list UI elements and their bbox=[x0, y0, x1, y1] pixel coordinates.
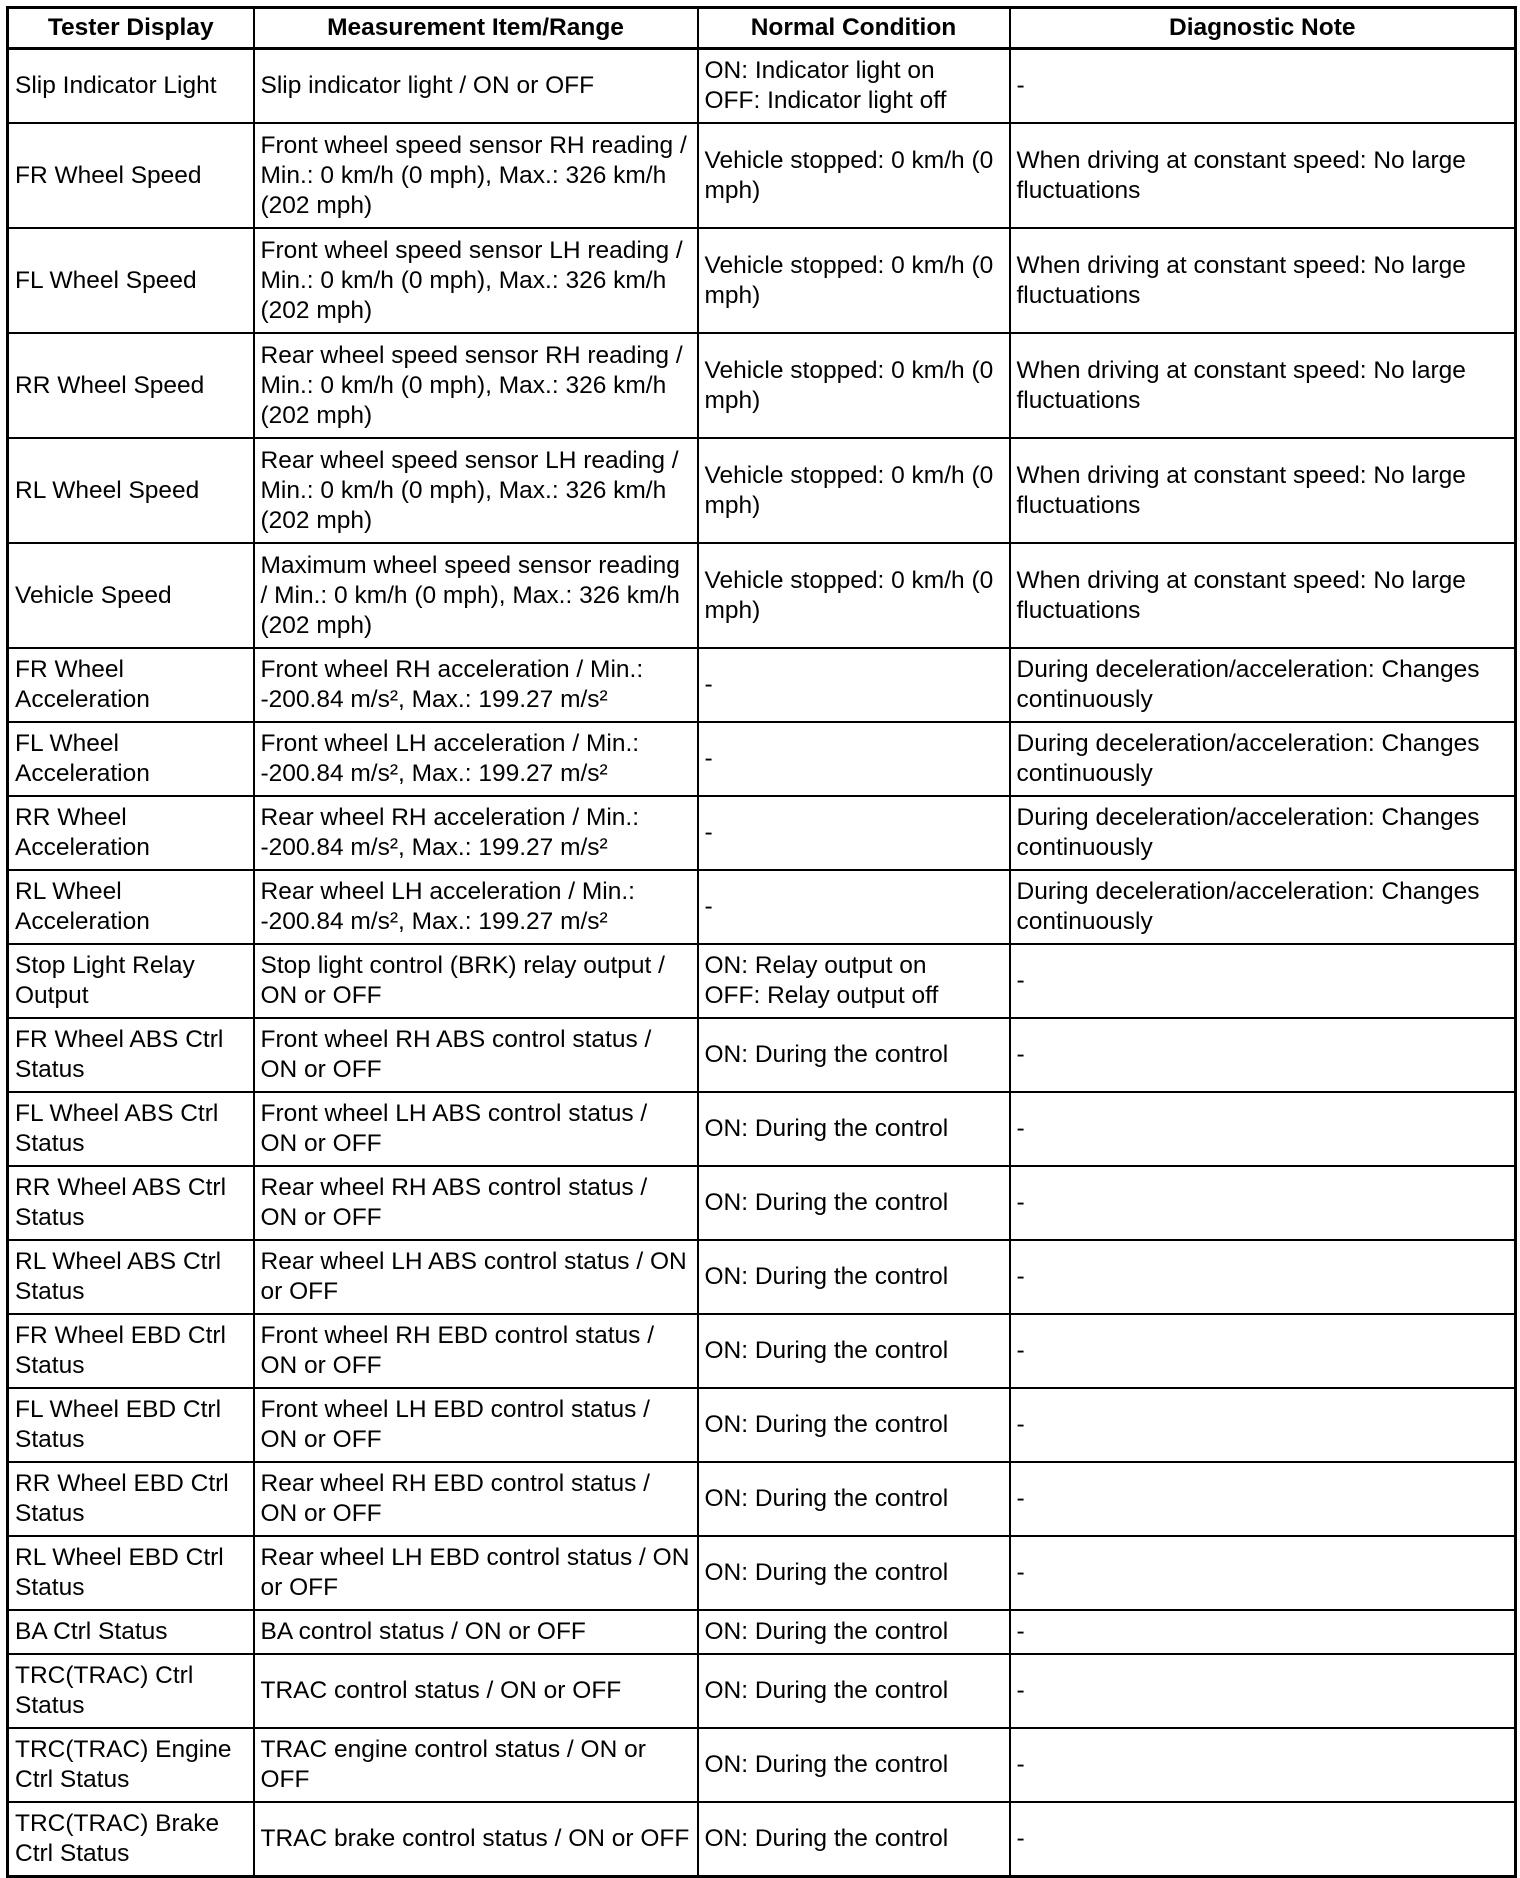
normal-condition-line: Vehicle stopped: 0 km/h (0 mph) bbox=[704, 461, 994, 519]
table-row bbox=[8, 1802, 1516, 1877]
normal-condition-line: Vehicle stopped: 0 km/h (0 mph) bbox=[704, 356, 994, 414]
cell-diagnostic-note: - bbox=[1010, 1240, 1516, 1314]
cell-normal-condition bbox=[698, 543, 1010, 648]
table-row bbox=[8, 944, 1516, 1018]
table-row bbox=[8, 722, 1516, 796]
cell-measurement-item: Stop light control (BRK) relay output / ON or OFF bbox=[254, 944, 698, 1018]
normal-condition-line: ON: During the control bbox=[704, 1263, 949, 1290]
normal-condition-line: Vehicle stopped: 0 km/h (0 mph) bbox=[704, 566, 994, 624]
cell-tester-display: RR Wheel EBD Ctrl Status bbox=[8, 1462, 254, 1536]
normal-condition-line: - bbox=[704, 819, 713, 846]
cell-diagnostic-note: - bbox=[1010, 1462, 1516, 1536]
cell-measurement-item: Rear wheel speed sensor LH reading / Min.: 0 km/h (0 mph), Max.: 326 km/h (202 mph) bbox=[254, 438, 698, 543]
cell-diagnostic-note: - bbox=[1010, 1314, 1516, 1388]
cell-measurement-item: Rear wheel speed sensor RH reading / Min.: 0 km/h (0 mph), Max.: 326 km/h (202 mph) bbox=[254, 333, 698, 438]
cell-tester-display: FR Wheel Acceleration bbox=[8, 648, 254, 722]
cell-measurement-item: Maximum wheel speed sensor reading / Min.: 0 km/h (0 mph), Max.: 326 km/h (202 mph) bbox=[254, 543, 698, 648]
normal-condition-line: ON: During the control bbox=[704, 1751, 949, 1778]
cell-diagnostic-note: - bbox=[1010, 1728, 1516, 1802]
cell-tester-display: FL Wheel ABS Ctrl Status bbox=[8, 1092, 254, 1166]
cell-diagnostic-note: During deceleration/acceleration: Changes continuously bbox=[1010, 870, 1516, 944]
cell-diagnostic-note: - bbox=[1010, 1610, 1516, 1654]
table-row bbox=[8, 543, 1516, 648]
normal-condition-line: ON: During the control bbox=[704, 1559, 949, 1586]
cell-normal-condition bbox=[698, 1166, 1010, 1240]
cell-measurement-item: Front wheel LH ABS control status / ON or OFF bbox=[254, 1092, 698, 1166]
table-row bbox=[8, 796, 1516, 870]
normal-condition-line: ON: Indicator light on bbox=[704, 57, 935, 84]
normal-condition-line: ON: During the control bbox=[704, 1411, 949, 1438]
normal-condition-line: ON: During the control bbox=[704, 1041, 949, 1068]
table-row bbox=[8, 1462, 1516, 1536]
normal-condition-line: Vehicle stopped: 0 km/h (0 mph) bbox=[704, 251, 994, 309]
normal-condition-line: ON: During the control bbox=[704, 1189, 949, 1216]
cell-measurement-item: Front wheel LH acceleration / Min.: -200.84 m/s², Max.: 199.27 m/s² bbox=[254, 722, 698, 796]
table-row bbox=[8, 1240, 1516, 1314]
cell-measurement-item: Front wheel RH acceleration / Min.: -200.84 m/s², Max.: 199.27 m/s² bbox=[254, 648, 698, 722]
cell-normal-condition bbox=[698, 438, 1010, 543]
cell-tester-display: RL Wheel ABS Ctrl Status bbox=[8, 1240, 254, 1314]
normal-condition-line: OFF: Relay output off bbox=[704, 982, 939, 1009]
cell-diagnostic-note: - bbox=[1010, 944, 1516, 1018]
cell-normal-condition bbox=[698, 49, 1010, 124]
cell-diagnostic-note: During deceleration/acceleration: Changes continuously bbox=[1010, 796, 1516, 870]
normal-condition-line: ON: Relay output on bbox=[704, 952, 927, 979]
normal-condition-line: OFF: Indicator light off bbox=[704, 87, 947, 114]
cell-tester-display: FR Wheel EBD Ctrl Status bbox=[8, 1314, 254, 1388]
tester-data-table bbox=[6, 6, 1517, 1878]
cell-diagnostic-note: During deceleration/acceleration: Changes continuously bbox=[1010, 648, 1516, 722]
cell-tester-display: FR Wheel Speed bbox=[8, 123, 254, 228]
cell-diagnostic-note: - bbox=[1010, 1654, 1516, 1728]
table-row bbox=[8, 1388, 1516, 1462]
cell-tester-display: RR Wheel Acceleration bbox=[8, 796, 254, 870]
normal-condition-line: ON: During the control bbox=[704, 1485, 949, 1512]
cell-tester-display: FR Wheel ABS Ctrl Status bbox=[8, 1018, 254, 1092]
cell-diagnostic-note: During deceleration/acceleration: Changes continuously bbox=[1010, 722, 1516, 796]
table-row bbox=[8, 1018, 1516, 1092]
cell-tester-display: TRC(TRAC) Brake Ctrl Status bbox=[8, 1802, 254, 1877]
cell-diagnostic-note: - bbox=[1010, 1166, 1516, 1240]
table-row bbox=[8, 333, 1516, 438]
table-row bbox=[8, 870, 1516, 944]
table-row bbox=[8, 1536, 1516, 1610]
cell-measurement-item: Rear wheel LH acceleration / Min.: -200.84 m/s², Max.: 199.27 m/s² bbox=[254, 870, 698, 944]
cell-tester-display: FL Wheel Speed bbox=[8, 228, 254, 333]
cell-diagnostic-note: - bbox=[1010, 1536, 1516, 1610]
header-tester-display: Tester Display bbox=[8, 8, 254, 49]
normal-condition-line: ON: During the control bbox=[704, 1337, 949, 1364]
cell-measurement-item: BA control status / ON or OFF bbox=[254, 1610, 698, 1654]
cell-measurement-item: Front wheel RH EBD control status / ON or OFF bbox=[254, 1314, 698, 1388]
cell-normal-condition bbox=[698, 1654, 1010, 1728]
cell-measurement-item: Front wheel speed sensor LH reading / Min.: 0 km/h (0 mph), Max.: 326 km/h (202 mph) bbox=[254, 228, 698, 333]
header-diagnostic-note: Diagnostic Note bbox=[1010, 8, 1516, 49]
cell-normal-condition bbox=[698, 796, 1010, 870]
cell-normal-condition bbox=[698, 333, 1010, 438]
cell-measurement-item: Rear wheel RH acceleration / Min.: -200.84 m/s², Max.: 199.27 m/s² bbox=[254, 796, 698, 870]
cell-measurement-item: Slip indicator light / ON or OFF bbox=[254, 49, 698, 124]
cell-tester-display: RR Wheel ABS Ctrl Status bbox=[8, 1166, 254, 1240]
cell-measurement-item: Front wheel speed sensor RH reading / Min.: 0 km/h (0 mph), Max.: 326 km/h (202 mph) bbox=[254, 123, 698, 228]
cell-measurement-item: TRAC brake control status / ON or OFF bbox=[254, 1802, 698, 1877]
cell-tester-display: RR Wheel Speed bbox=[8, 333, 254, 438]
cell-measurement-item: Rear wheel RH EBD control status / ON or OFF bbox=[254, 1462, 698, 1536]
normal-condition-line: ON: During the control bbox=[704, 1618, 949, 1645]
cell-tester-display: RL Wheel Acceleration bbox=[8, 870, 254, 944]
cell-measurement-item: TRAC engine control status / ON or OFF bbox=[254, 1728, 698, 1802]
cell-normal-condition bbox=[698, 1092, 1010, 1166]
cell-diagnostic-note: - bbox=[1010, 1388, 1516, 1462]
table-row bbox=[8, 49, 1516, 124]
cell-measurement-item: Rear wheel LH ABS control status / ON or OFF bbox=[254, 1240, 698, 1314]
table-row bbox=[8, 648, 1516, 722]
cell-measurement-item: Rear wheel RH ABS control status / ON or OFF bbox=[254, 1166, 698, 1240]
header-measurement-item: Measurement Item/Range bbox=[254, 8, 698, 49]
normal-condition-line: - bbox=[704, 893, 713, 920]
normal-condition-line: - bbox=[704, 671, 713, 698]
cell-normal-condition bbox=[698, 648, 1010, 722]
cell-measurement-item: Front wheel LH EBD control status / ON or OFF bbox=[254, 1388, 698, 1462]
table-row bbox=[8, 1728, 1516, 1802]
cell-tester-display: RL Wheel Speed bbox=[8, 438, 254, 543]
cell-normal-condition bbox=[698, 1728, 1010, 1802]
cell-measurement-item: TRAC control status / ON or OFF bbox=[254, 1654, 698, 1728]
table-row bbox=[8, 1314, 1516, 1388]
cell-tester-display: RL Wheel EBD Ctrl Status bbox=[8, 1536, 254, 1610]
table-body bbox=[8, 49, 1516, 1877]
normal-condition-line: Vehicle stopped: 0 km/h (0 mph) bbox=[704, 146, 994, 204]
cell-measurement-item: Front wheel RH ABS control status / ON or OFF bbox=[254, 1018, 698, 1092]
cell-normal-condition bbox=[698, 123, 1010, 228]
normal-condition-line: ON: During the control bbox=[704, 1115, 949, 1142]
cell-measurement-item: Rear wheel LH EBD control status / ON or OFF bbox=[254, 1536, 698, 1610]
cell-diagnostic-note: - bbox=[1010, 1018, 1516, 1092]
cell-tester-display: TRC(TRAC) Ctrl Status bbox=[8, 1654, 254, 1728]
cell-normal-condition bbox=[698, 1462, 1010, 1536]
cell-tester-display: Stop Light Relay Output bbox=[8, 944, 254, 1018]
cell-normal-condition bbox=[698, 228, 1010, 333]
cell-normal-condition bbox=[698, 1388, 1010, 1462]
cell-tester-display: FL Wheel Acceleration bbox=[8, 722, 254, 796]
table-row bbox=[8, 438, 1516, 543]
cell-normal-condition bbox=[698, 1018, 1010, 1092]
table-row bbox=[8, 123, 1516, 228]
table-row bbox=[8, 1092, 1516, 1166]
table-row bbox=[8, 1654, 1516, 1728]
cell-diagnostic-note: - bbox=[1010, 1092, 1516, 1166]
header-normal-condition: Normal Condition bbox=[698, 8, 1010, 49]
normal-condition-line: - bbox=[704, 745, 713, 772]
cell-normal-condition bbox=[698, 1314, 1010, 1388]
table-row bbox=[8, 1610, 1516, 1654]
cell-tester-display: BA Ctrl Status bbox=[8, 1610, 254, 1654]
cell-diagnostic-note: - bbox=[1010, 49, 1516, 124]
table-header-row bbox=[8, 8, 1516, 49]
cell-tester-display: Vehicle Speed bbox=[8, 543, 254, 648]
cell-tester-display: Slip Indicator Light bbox=[8, 49, 254, 124]
cell-tester-display: TRC(TRAC) Engine Ctrl Status bbox=[8, 1728, 254, 1802]
normal-condition-line: ON: During the control bbox=[704, 1677, 949, 1704]
cell-normal-condition bbox=[698, 1240, 1010, 1314]
cell-diagnostic-note: When driving at constant speed: No large fluctuations bbox=[1010, 333, 1516, 438]
cell-normal-condition bbox=[698, 944, 1010, 1018]
cell-diagnostic-note: When driving at constant speed: No large fluctuations bbox=[1010, 438, 1516, 543]
table-row bbox=[8, 1166, 1516, 1240]
cell-normal-condition bbox=[698, 1610, 1010, 1654]
table-row bbox=[8, 228, 1516, 333]
cell-normal-condition bbox=[698, 1802, 1010, 1877]
cell-diagnostic-note: When driving at constant speed: No large fluctuations bbox=[1010, 123, 1516, 228]
normal-condition-line: ON: During the control bbox=[704, 1825, 949, 1852]
cell-diagnostic-note: - bbox=[1010, 1802, 1516, 1877]
cell-diagnostic-note: When driving at constant speed: No large fluctuations bbox=[1010, 228, 1516, 333]
cell-normal-condition bbox=[698, 722, 1010, 796]
cell-tester-display: FL Wheel EBD Ctrl Status bbox=[8, 1388, 254, 1462]
cell-normal-condition bbox=[698, 870, 1010, 944]
cell-diagnostic-note: When driving at constant speed: No large fluctuations bbox=[1010, 543, 1516, 648]
cell-normal-condition bbox=[698, 1536, 1010, 1610]
